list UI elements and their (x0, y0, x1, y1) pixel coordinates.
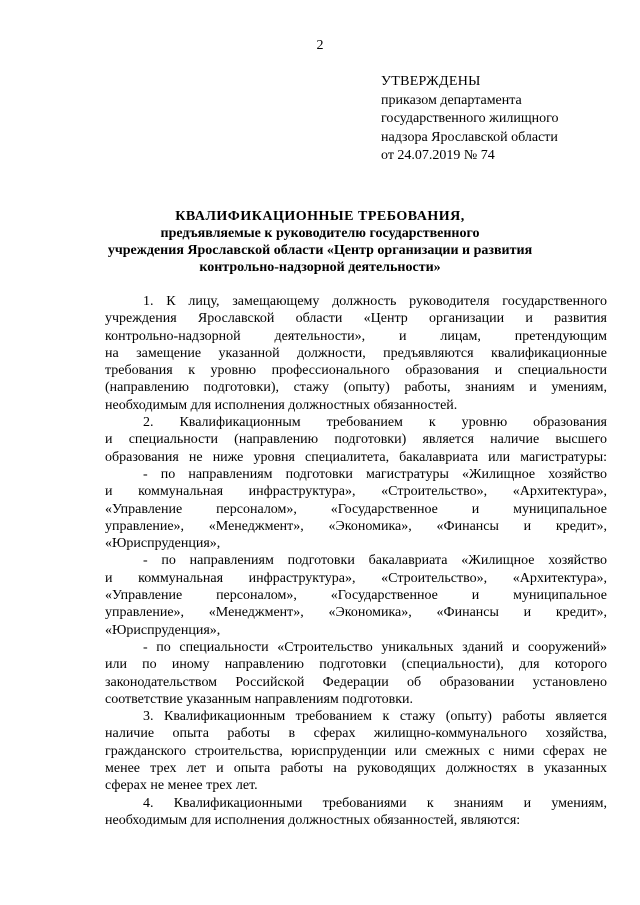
body-text-line: на замещение указанной должности, предъявляются квалификационные (105, 345, 607, 361)
document-title-line: предъявляемые к руководителю государственного (160, 226, 480, 241)
body-text-line: (направлению подготовки), стажу (опыту) работы, знаниям и умениям, (105, 380, 607, 396)
body-text-line: и коммунальная инфраструктура», «Строительство», «Архитектура», (105, 570, 607, 586)
body-text-line: соответствие указанным направлениям подготовки. (105, 691, 414, 707)
body-text-line: или по иному направлению подготовки (специальности), для которого (105, 657, 607, 673)
body-text-line: и специальности (направлению подготовки) является наличие высшего (105, 432, 607, 448)
body-text-line: необходимым для исполнения должностных обязанностей, являются: (105, 812, 521, 828)
body-text-line: - по направлениям подготовки бакалавриата «Жилищное хозяйство (143, 553, 607, 569)
approval-line: надзора Ярославской области (381, 129, 558, 145)
body-text-line: управление», «Менеджмент», «Экономика», «Финансы и кредит», (105, 605, 607, 621)
body-text-line: 1. К лицу, замещающему должность руководителя государственного (143, 294, 607, 309)
body-text-line: - по направлениям подготовки магистратуры «Жилищное хозяйство (143, 466, 607, 482)
body-text-line: «Управление персоналом», «Государственное и муниципальное (105, 501, 607, 517)
body-text-line: контрольно-надзорной деятельности», и лицам, претендующим (105, 328, 607, 344)
body-text-line: сферах не менее трех лет. (105, 778, 258, 794)
approval-line: от 24.07.2019 № 74 (381, 148, 495, 163)
body-text-line: управление», «Менеджмент», «Экономика», «Финансы и кредит», (105, 518, 607, 534)
body-text-line: требования к уровню профессионального образования и специальности (105, 363, 607, 379)
body-text-line: законодательством Российской Федерации об образовании установлено (105, 674, 607, 690)
body-text-line: - по специальности «Строительство уникальных зданий и сооружений» (143, 639, 607, 655)
page-number: 2 (316, 38, 324, 53)
body-text-line: «Юриспруденция», (105, 536, 221, 552)
document-title-line: контрольно-надзорной деятельности» (199, 260, 441, 275)
approval-block (381, 73, 631, 166)
body-text-line: необходимым для исполнения должностных обязанностей. (105, 397, 458, 413)
body-text-line: наличие опыта работы в сферах жилищно-коммунального хозяйства, (105, 726, 607, 742)
body-text-line: «Управление персоналом», «Государственное и муниципальное (105, 588, 607, 604)
body-text-line: 4. Квалификационными требованиями к знаниям и умениям, (143, 795, 607, 811)
body-text-line: и коммунальная инфраструктура», «Строительство», «Архитектура», (105, 484, 607, 500)
body-text-line: менее трех лет и опыта работы на руководящих должностях в указанных (105, 761, 607, 777)
body-text-line: 3. Квалификационным требованием к стажу (опыту) работы является (143, 709, 607, 725)
body-text-line: гражданского строительства, юриспруденции или смежных с ними сферах не (105, 743, 607, 759)
document-title (90, 208, 550, 276)
approval-title: УТВЕРЖДЕНЫ (381, 74, 481, 89)
body-text-line: «Юриспруденция», (105, 622, 221, 638)
approval-line: государственного жилищного (381, 111, 559, 126)
document-title-line: учреждения Ярославской области «Центр организации и развития (107, 243, 533, 258)
approval-line: приказом департамента (381, 92, 522, 108)
document-title-main: КВАЛИФИКАЦИОННЫЕ ТРЕБОВАНИЯ, (175, 209, 465, 224)
body-text-line: образования не ниже уровня специалитета, бакалавриата или магистратуры: (105, 449, 607, 465)
body-text-line: учреждения Ярославской области «Центр организации и развития (105, 311, 607, 327)
document-body (105, 293, 607, 829)
body-text-line: 2. Квалификационным требованием к уровню образования (143, 415, 607, 431)
